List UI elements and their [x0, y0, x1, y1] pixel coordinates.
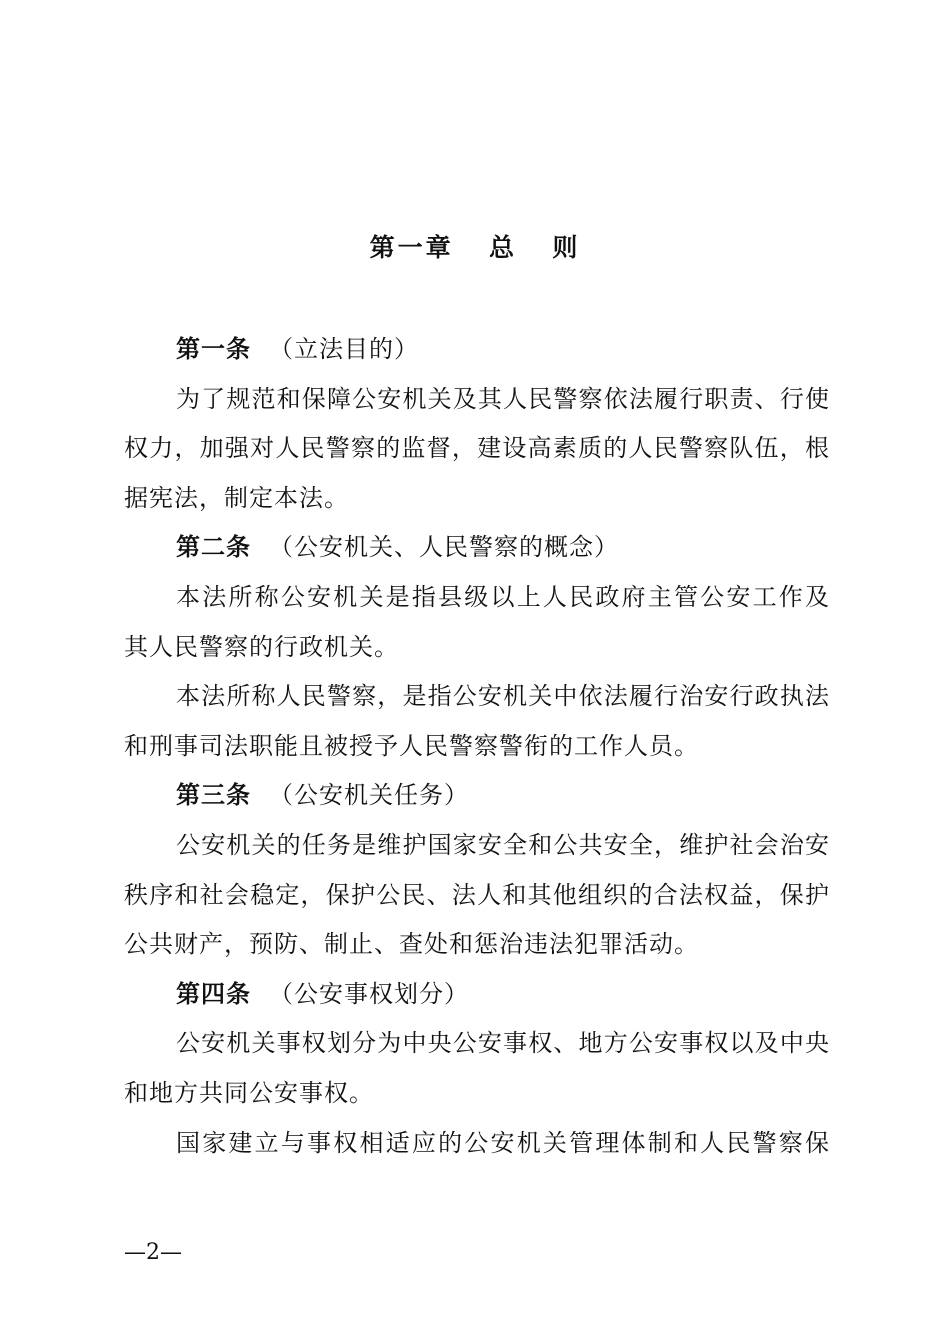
- paragraph-line: 公共财产，预防、制止、查处和惩治违法犯罪活动。: [124, 930, 699, 959]
- page-number: —2—: [124, 1240, 182, 1265]
- chapter-title: 第一章 总 则: [369, 233, 581, 262]
- paragraph-line: 权力，加强对人民警察的监督，建设高素质的人民警察队伍，根: [124, 434, 830, 463]
- paragraph-line: 秩序和社会稳定，保护公民、法人和其他组织的合法权益，保护: [124, 880, 830, 909]
- article-subtitle: （公安机关任务）: [269, 781, 469, 810]
- article-subtitle: （公安机关、人民警察的概念）: [269, 533, 619, 562]
- document-body: [124, 325, 830, 1168]
- paragraph-line: 公安机关的任务是维护国家安全和公共安全，维护社会治安: [176, 830, 830, 859]
- paragraph-line: 据宪法，制定本法。: [124, 483, 349, 512]
- paragraph-line: 和刑事司法职能且被授予人民警察警衔的工作人员。: [124, 731, 699, 760]
- article-heading: [124, 523, 830, 573]
- paragraph-line: 本法所称公安机关是指县级以上人民政府主管公安工作及: [176, 582, 830, 611]
- article-number: 第三条: [176, 781, 251, 810]
- paragraph-line: 和地方共同公安事权。: [124, 1078, 374, 1107]
- paragraph-line: 本法所称人民警察，是指公安机关中依法履行治安行政执法: [176, 682, 830, 711]
- article-heading: [124, 970, 830, 1020]
- paragraph-line: 公安机关事权划分为中央公安事权、地方公安事权以及中央: [176, 1029, 830, 1058]
- paragraph-line: 为了规范和保障公安机关及其人民警察依法履行职责、行使: [176, 384, 830, 413]
- article-subtitle: （公安事权划分）: [269, 979, 469, 1008]
- paragraph-line: 国家建立与事权相适应的公安机关管理体制和人民警察保: [176, 1128, 830, 1157]
- article-number: 第二条: [176, 533, 251, 562]
- article-heading: [124, 771, 830, 821]
- article-heading: [124, 325, 830, 375]
- article-number: 第一条: [176, 335, 251, 363]
- paragraph-line: 其人民警察的行政机关。: [124, 632, 399, 661]
- article-subtitle: （立法目的）: [269, 335, 419, 363]
- article-number: 第四条: [176, 979, 251, 1008]
